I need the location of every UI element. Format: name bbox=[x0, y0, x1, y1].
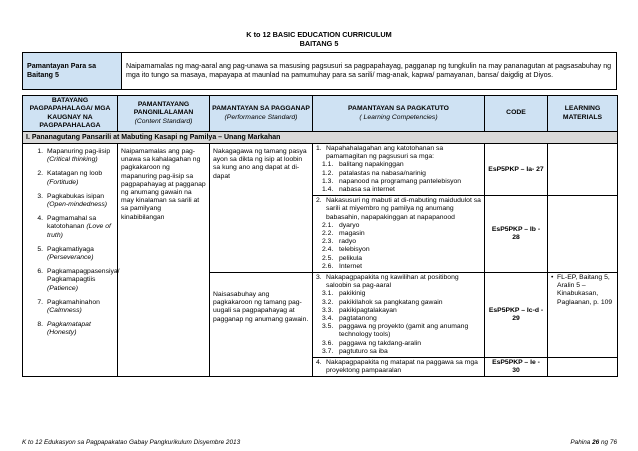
code-cell: EsP5PKP – Ib - 28 bbox=[485, 196, 548, 273]
header-line-1: K to 12 BASIC EDUCATION CURRICULUM bbox=[246, 30, 392, 39]
list-item: • FL-EP, Baitang 5, Aralin 5 – Kinabukasan, Paglaanan, p. 109 bbox=[551, 274, 613, 306]
competency-4: 4. Nakapagpapakita ng matapat na paggawa sa mga proyektong pampaaralan bbox=[313, 358, 485, 377]
column-header-performance-standard: PAMANTAYAN SA PAGGANAP (Performance Standard) bbox=[210, 96, 313, 132]
materials-cell bbox=[548, 358, 618, 377]
list-item: 3.2. pakikilahok sa pangkatang gawain bbox=[322, 298, 443, 306]
code-cell: EsP5PKP – Ic-d - 29 bbox=[485, 273, 548, 358]
grade-standard-table bbox=[22, 52, 617, 90]
performance-standard-2: Naisasabuhay ang pagkakaroon ng tamang pag-uugali sa pagpapahayag at pagganap ng anumang gawain. bbox=[210, 273, 313, 377]
list-item: 2.6. Internet bbox=[322, 262, 363, 270]
materials-cell bbox=[548, 273, 618, 358]
header-line-2: BAITANG 5 bbox=[299, 39, 339, 48]
section-row bbox=[23, 132, 618, 144]
page-footer bbox=[22, 439, 617, 447]
content-standard-cell: Naipamamalas ang pag-unawa sa kahalagahan ng pagkakaroon ng mapanuring pag-iisip sa pagpapahayag at pagganap ng anumang gawain na may kinalaman sa sarili at sa pamilyang kinabibilangan bbox=[118, 144, 210, 377]
values-cell bbox=[23, 144, 118, 377]
list-item: 2.3. radyo bbox=[322, 238, 357, 246]
performance-standard-1: Nakagagawa ng tamang pasya ayon sa dikta ng isip at loobin sa kung ano ang dapat at di-dapat bbox=[210, 144, 313, 273]
list-item: 2.5. pelikula bbox=[322, 254, 363, 262]
column-header-learning-materials: LEARNING MATERIALS bbox=[548, 96, 618, 132]
list-item: 1.1. balitang napakinggan bbox=[322, 161, 404, 169]
page-number: Pahina 26 ng 76 bbox=[570, 439, 617, 446]
list-item: 8. Pagkamatapat (Honesty) bbox=[37, 321, 91, 337]
code-cell: EsP5PKP – Ie - 30 bbox=[485, 358, 548, 377]
list-item: 5. Pagkamatiyaga (Perseverance) bbox=[37, 245, 94, 262]
list-item: 3.6. paggawa ng takdang-aralin bbox=[322, 339, 422, 347]
list-item: 3.4. pagtatanong bbox=[322, 315, 377, 323]
grade-standard-label: Pamantayan Para sa Baitang 5 bbox=[23, 53, 122, 90]
list-item: 2. Katatagan ng loob (Fortitude) bbox=[37, 170, 103, 186]
column-header-values: BATAYANG PAGPAPAHALAGA/ MGA KAUGNAY NA PAGPAPAHALAGA bbox=[23, 96, 118, 132]
list-item: 1.4. nabasa sa internet bbox=[322, 186, 395, 194]
list-item: 3. Pagkabukas isipan (Open-mindedness) bbox=[37, 192, 108, 209]
column-header-learning-competencies: PAMANTAYAN SA PAGKATUTO ( Learning Competencies) bbox=[313, 96, 485, 132]
section-title: I. Pananagutang Pansarili at Mabuting Kasapi ng Pamilya – Unang Markahan bbox=[23, 132, 618, 144]
code-cell: EsP5PKP – Ia- 27 bbox=[485, 144, 548, 196]
list-item: 2.4. telebisyon bbox=[322, 246, 370, 254]
column-header-content-standard: PAMANTAYANG PANGNILALAMAN (Content Standard) bbox=[118, 96, 210, 132]
list-item: 4. Pagmamahal sa katotohanan (Love of truth) bbox=[37, 215, 111, 239]
table-row bbox=[23, 144, 618, 196]
table-header-row bbox=[23, 96, 618, 132]
footer-source: K to 12 Edukasyon sa Pagpapakatao Gabay Pangkurikulum Disyembre 2013 bbox=[22, 439, 241, 446]
list-item: 7. Pagkamahinahon (Calmness) bbox=[37, 298, 100, 315]
list-item: 2.2. magasin bbox=[322, 230, 365, 238]
list-item: 1. Mapanuring pag-iisip (Critical thinking) bbox=[37, 148, 111, 164]
column-header-code: CODE bbox=[485, 96, 548, 132]
list-item: 2.1. dyaryo bbox=[322, 221, 360, 229]
document-header bbox=[0, 30, 638, 48]
list-item: 1.2. patalastas na nabasa/narinig bbox=[322, 169, 426, 177]
materials-cell bbox=[548, 196, 618, 273]
competency-3: 3. Nakapagpapakita ng kawilihan at positibong saloobin sa pag-aaral 3.1. pakikinig 3.2. pakikilahok sa pangkatang gawain 3.3. pakikipagtalakayan 3.4. pagtatanong 3.5. paggawa ng proyekto (gamit ang anumang technology tools) 3.6. paggawa ng takdang-aralin 3.7. pagtuturo sa iba bbox=[313, 273, 485, 358]
list-item: 1.3. napanood na programang pantelebisyon bbox=[322, 177, 462, 185]
list-item: 3.5. paggawa ng proyekto (gamit ang anumang technology tools) bbox=[322, 323, 469, 339]
competency-2: 2. Nakasusuri ng mabuti at di-mabuting maidudulot sa sarili at miyembro ng pamilya ng anumang babasahin, napapakinggan at napapanood 2.1. dyaryo 2.2. magasin 2.3. radyo 2.4. telebisyon 2.5. pelikula 2.6. Internet bbox=[313, 196, 485, 273]
list-item: 3.1. pakikinig bbox=[322, 290, 366, 298]
list-item: 3.7. pagtuturo sa iba bbox=[322, 347, 388, 355]
grade-standard-text: Naipamamalas ng mag-aaral ang pag-unawa sa masusing pagsusuri sa pagpapahayag, pagganap ng tungkulin na may pananagutan at pagsasabuhay ng mga ito tungo sa masaya, mapayapa at maunlad na pamumuhay para sa sarili/ mag-anak, kapwa/ pamayanan, bansa/ daigdig at Diyos. bbox=[122, 53, 617, 90]
competency-1: 1. Napahahalagahan ang katotohanan sa pamamagitan ng pagsusuri sa mga: 1.1. balitang napakinggan 1.2. patalastas na nabasa/narinig 1.3. napanood na programang pantelebisyon 1.4. nabasa sa internet bbox=[313, 144, 485, 196]
materials-text: FL-EP, Baitang 5, Aralin 5 – Kinabukasan, Paglaanan, p. 109 bbox=[557, 274, 613, 306]
list-item: 6. Pagkamapagpasensiya/ Pagkamapagtiis (Patience) bbox=[37, 268, 120, 292]
list-item: 3.3. pakikipagtalakayan bbox=[322, 306, 397, 314]
materials-cell bbox=[548, 144, 618, 196]
curriculum-table bbox=[22, 95, 618, 377]
